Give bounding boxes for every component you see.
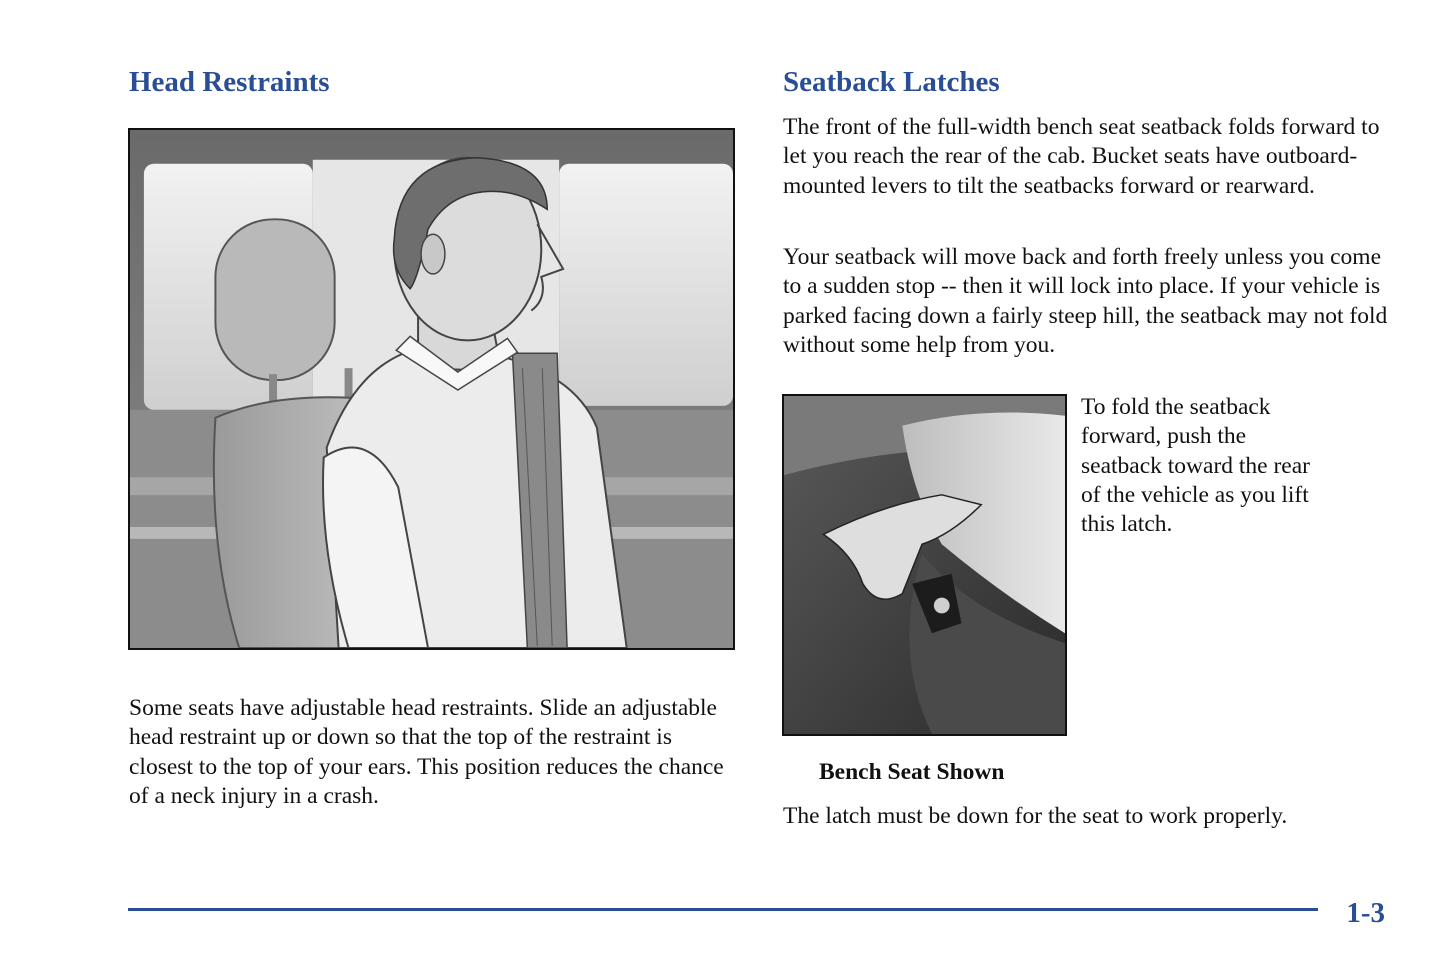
seatback-paragraph-3: The latch must be down for the seat to work properly. bbox=[783, 803, 1288, 829]
fold-instructions-text: To fold the seatback forward, push the seatback toward the rear of the vehicle as you lift this latch. bbox=[1081, 394, 1310, 538]
man-in-seat-drawing bbox=[130, 130, 733, 648]
hand-lifting-latch-drawing bbox=[784, 396, 1065, 734]
seatback-paragraph-1: The front of the full-width bench seat seatback folds forward to let you reach the rear of the cab. Bucket seats have outboard-mounted levers to tilt the seatbacks forward or rearward. bbox=[783, 114, 1380, 199]
head-restraints-paragraph: Some seats have adjustable head restraints. Slide an adjustable head restraint up or down so that the top of the restraint is closest to the top of your ears. This position reduces the chance of a neck injury in a crash. bbox=[129, 695, 724, 809]
seatback-paragraph-2: Your seatback will move back and forth freely unless you come to a sudden stop -- then it will lock into place. If your vehicle is parked facing down a fairly steep hill, the seatback may not fold without some help from you. bbox=[783, 244, 1388, 358]
footer-rule bbox=[128, 908, 1318, 911]
seatback-latches-heading: Seatback Latches bbox=[783, 66, 1000, 98]
head-restraint-illustration bbox=[128, 128, 735, 650]
page-number: 1-3 bbox=[1346, 897, 1385, 929]
seatback-latch-photo bbox=[782, 394, 1067, 736]
head-restraints-heading: Head Restraints bbox=[129, 66, 330, 98]
bench-seat-caption: Bench Seat Shown bbox=[819, 759, 1005, 785]
